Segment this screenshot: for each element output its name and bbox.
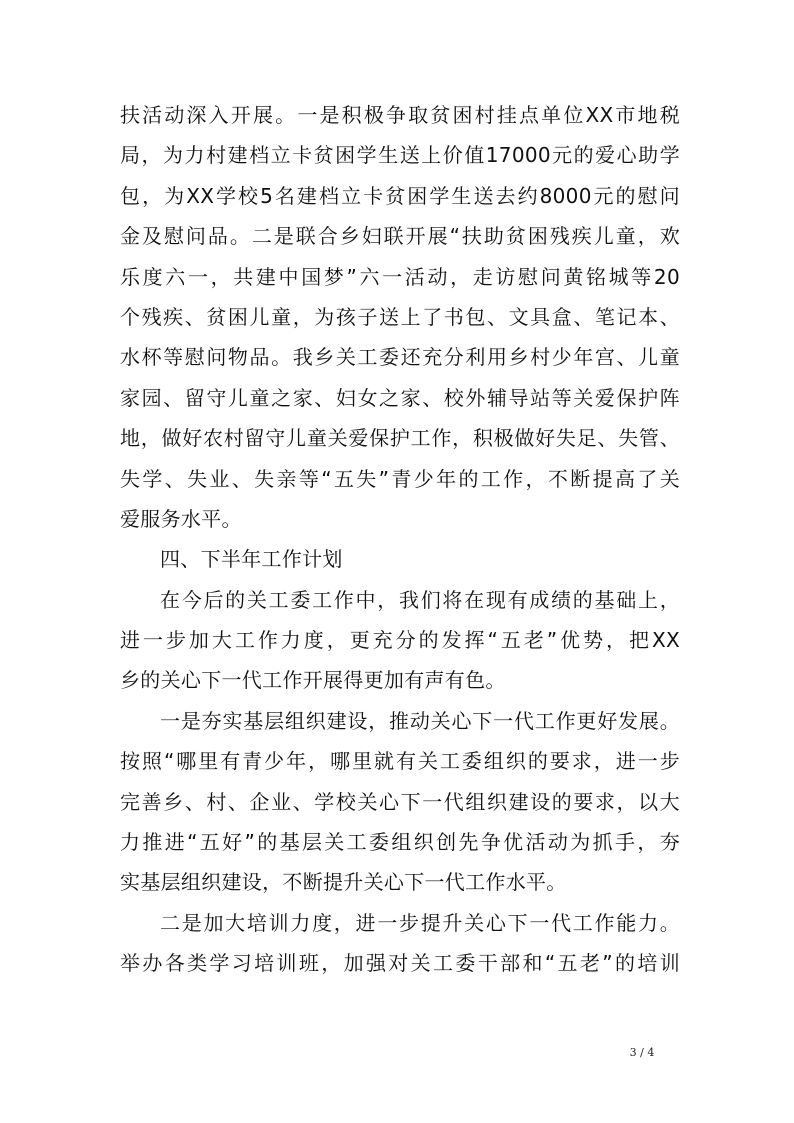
text-line: 完善乡、村、企业、学校关心下一代组织建设的要求，以大: [120, 789, 680, 814]
text-line: 进一步加大工作力度，更充分的发挥“五老”优势，把XX: [120, 628, 680, 653]
text-line: 乐度六一，共建中国梦”六一活动，走访慰问黄铭城等20: [120, 264, 680, 289]
text-line: 失学、失业、失亲等“五失”青少年的工作，不断提高了关: [120, 466, 680, 491]
text-line: 扶活动深入开展。一是积极争取贫困村挂点单位XX市地税: [120, 103, 680, 127]
text-line: 局，为力村建档立卡贫困学生送上价值17000元的爱心助学: [120, 143, 680, 168]
text-line: 包，为XX学校5名建档立卡贫困学生送去约8000元的慰问: [120, 183, 680, 208]
text-line: 力推进“五好”的基层关工委组织创先争优活动为抓手，夯: [120, 830, 680, 855]
text-line: 家园、留守儿童之家、妇女之家、校外辅导站等关爱保护阵: [120, 385, 680, 410]
text-line: 二是加大培训力度，进一步提升关心下一代工作能力。: [160, 910, 680, 935]
text-line: 水杯等慰问物品。我乡关工委还充分利用乡村少年宫、儿童: [120, 345, 680, 370]
text-line: 金及慰问品。二是联合乡妇联开展“扶助贫困残疾儿童，欢: [120, 224, 680, 249]
page-number: 3 / 4: [629, 1046, 655, 1059]
text-line: 实基层组织建设，不断提升关心下一代工作水平。: [120, 870, 567, 895]
body-text: [120, 95, 680, 984]
text-line: 个残疾、贫困儿童，为孩子送上了书包、文具盒、笔记本、: [120, 304, 680, 329]
text-line: 举办各类学习培训班，加强对关工委干部和“五老”的培训: [120, 951, 680, 976]
text-line: 四、下半年工作计划: [160, 547, 343, 572]
text-line: 爱服务水平。: [120, 506, 242, 531]
text-line: 按照“哪里有青少年，哪里就有关工委组织的要求，进一步: [120, 749, 680, 774]
text-line: 一是夯实基层组织建设，推动关心下一代工作更好发展。: [160, 708, 680, 733]
text-line: 在今后的关工委工作中，我们将在现有成绩的基础上，: [160, 587, 680, 612]
text-line: 乡的关心下一代工作开展得更加有声有色。: [120, 668, 506, 693]
text-line: 地，做好农村留守儿童关爱保护工作，积极做好失足、失管、: [120, 426, 680, 451]
